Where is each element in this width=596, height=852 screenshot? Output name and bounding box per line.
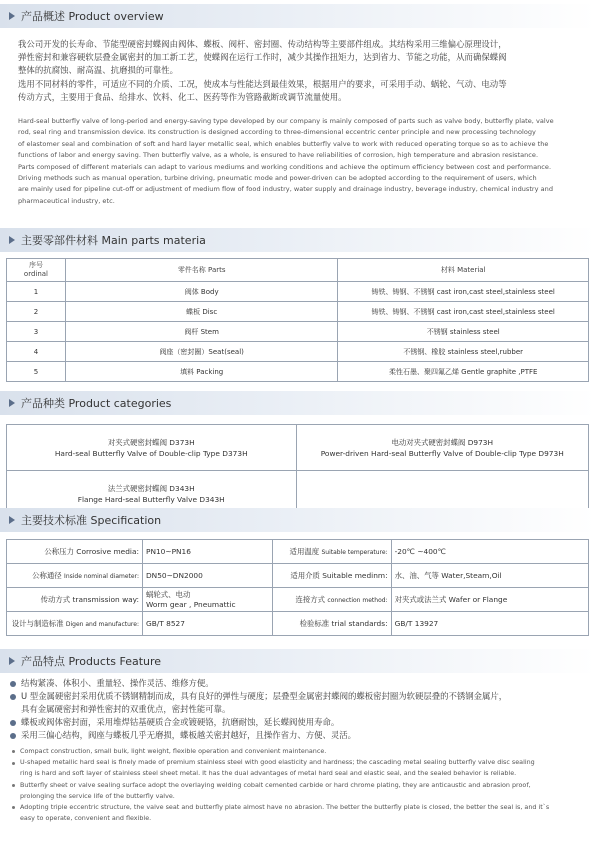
section-title: 主要技术标准 Specification bbox=[21, 514, 162, 527]
bullet-icon bbox=[10, 681, 16, 687]
features-en-list bbox=[10, 746, 590, 824]
spec-label: 适用温度 Suitable temperature: bbox=[272, 540, 391, 564]
category-cell bbox=[296, 425, 589, 471]
parts-table bbox=[6, 258, 589, 382]
bullet-icon bbox=[12, 762, 15, 765]
header-material: 材料 Material bbox=[338, 259, 589, 282]
cell-part: 蝶板 Disc bbox=[65, 302, 337, 322]
cell-material: 铸铁、铸钢、不锈钢 cast iron,cast steel,stainless steel bbox=[338, 282, 589, 302]
table-row bbox=[7, 564, 589, 588]
triangle-bullet-icon bbox=[9, 12, 15, 20]
section-title: 产品种类 Product categories bbox=[21, 397, 172, 410]
bullet-icon bbox=[10, 733, 16, 739]
table-row bbox=[7, 425, 589, 471]
table-row bbox=[7, 362, 589, 382]
bullet-icon bbox=[12, 750, 15, 753]
overview-en-line: pharmaceutical industry, etc. bbox=[18, 196, 115, 205]
table-row bbox=[7, 282, 589, 302]
list-item-continuation: ring is hard and soft layer of stainless steel sheet metal. It has the dual advantages of metal hard seal and elastic seal, and the sealed behavior is reliable. bbox=[20, 769, 517, 778]
categories-table bbox=[6, 424, 589, 517]
cell-part: 阀座（密封圈）Seat(seal) bbox=[65, 342, 337, 362]
spec-value: 水、油、气等 Water,Steam,Oil bbox=[391, 564, 588, 588]
spec-value: GB/T 8527 bbox=[142, 612, 272, 636]
triangle-bullet-icon bbox=[9, 516, 15, 524]
list-item: Compact construction, small bulk, light weight, flexible operation and convenient maintenance. bbox=[10, 746, 590, 757]
section-title: 产品概述 Product overview bbox=[21, 10, 164, 23]
overview-en-line: rod, seal ring and transmission device. Its construction is designed according to three-dimensional eccentric center principle and new processing technology bbox=[18, 128, 536, 137]
spec-value: GB/T 13927 bbox=[391, 612, 588, 636]
section-title: 主要零部件材料 Main parts materia bbox=[21, 234, 206, 247]
category-en: Flange Hard-seal Butterfly Valve D343H bbox=[77, 494, 225, 504]
cell-material: 柔性石墨、聚四氟乙烯 Gentle graphite ,PTFE bbox=[338, 362, 589, 382]
spec-value: PN10~PN16 bbox=[142, 540, 272, 564]
list-item-continuation: easy to operate, convenient and flexible. bbox=[20, 814, 152, 823]
triangle-bullet-icon bbox=[9, 236, 15, 244]
spec-value: -20℃ ~400℃ bbox=[391, 540, 588, 564]
list-item: Butterfly sheet or valve sealing surface adopt the overlaying welding cobalt cemented carbide or hard chrome plating, they are anticaustic and abrasion proof, bbox=[10, 780, 590, 791]
cell-ordinal: 5 bbox=[7, 362, 66, 382]
cell-ordinal: 4 bbox=[7, 342, 66, 362]
triangle-bullet-icon bbox=[9, 657, 15, 665]
overview-en-line: functions of labor and energy saving. Then butterfly valve, as a whole, is ensured to have reliabilities of corrosion, high temperature and abrasion resistance. bbox=[18, 151, 539, 160]
spec-table bbox=[6, 539, 589, 636]
cell-material: 不锈钢 stainless steel bbox=[338, 322, 589, 342]
bullet-icon bbox=[10, 720, 16, 726]
list-item: 采用三偏心结构，阀座与蝶板几乎无磨损，蝶板越关密封越好，且操作省力、方便、灵活。 bbox=[10, 729, 590, 742]
spec-label: 连接方式 connection method: bbox=[272, 588, 391, 612]
list-item-continuation: prolonging the service life of the butterfly valve. bbox=[20, 791, 175, 800]
table-header-row bbox=[7, 259, 589, 282]
features-cn-list bbox=[10, 677, 590, 742]
spec-label: 公称压力 Corrosive media: bbox=[7, 540, 143, 564]
header-ordinal: 序号 ordinal bbox=[7, 259, 66, 282]
overview-en-line: of elastomer seal and combination of soft and hard layer metallic seal, which enables butterfly valve to work with reduced operating torque so as to achieve the bbox=[18, 139, 549, 148]
section-header-parts bbox=[0, 228, 596, 252]
bullet-icon bbox=[12, 784, 15, 787]
table-row bbox=[7, 612, 589, 636]
spec-label: 传动方式 transmission way: bbox=[7, 588, 143, 612]
cell-part: 阀体 Body bbox=[65, 282, 337, 302]
cell-part: 阀杆 Stem bbox=[65, 322, 337, 342]
spec-value: 蜗轮式、电动 Worm gear , Pneumattic bbox=[142, 588, 272, 612]
overview-en bbox=[18, 116, 590, 207]
header-parts: 零件名称 Parts bbox=[65, 259, 337, 282]
table-row bbox=[7, 302, 589, 322]
section-header-features bbox=[0, 649, 596, 673]
overview-en-line: are mainly used for pipeline cut-off or adjustment of medium flow of food industry, water supply and drainage industry, beverage industry, chemical industry and bbox=[18, 185, 554, 194]
overview-cn-line: 整体的抗腐蚀、耐高温、抗磨损的可靠性。 bbox=[18, 65, 179, 76]
spec-value: DN50~DN2000 bbox=[142, 564, 272, 588]
overview-en-line: Driving methods such as manual operation, turbine driving, pneumatic mode and power-driven can be adopted according to the requirement of users, which bbox=[18, 174, 537, 183]
overview-cn-line: 传动方式，主要用于食品、给排水、饮料、化工、医药等作为管路截断或调节流量使用。 bbox=[18, 91, 347, 102]
list-item: U 型金属硬密封采用优质不锈钢精制而成，具有良好的弹性与硬度；层叠型金属密封蝶阀的蝶板密封圈为软硬层叠的不锈钢金属片， bbox=[10, 690, 590, 703]
section-header-categories bbox=[0, 391, 596, 415]
spec-value: 对夹式或法兰式 Wafer or Flange bbox=[391, 588, 588, 612]
spec-label: 设计与制造标准 Digen and manufacture: bbox=[7, 612, 143, 636]
category-cn: 对夹式硬密封蝶阀 D373H bbox=[107, 437, 195, 447]
bullet-icon bbox=[12, 806, 15, 809]
section-title: 产品特点 Products Feature bbox=[21, 655, 162, 668]
table-row bbox=[7, 342, 589, 362]
list-item: 结构紧凑、体积小、重量轻、操作灵活、维修方便。 bbox=[10, 677, 590, 690]
overview-cn-line: 弹性密封和兼容硬软层叠金属密封的加工新工艺，使蝶阀在运行工作时，减少其操作扭矩力，达到省力、节能之功能，从而确保蝶阀 bbox=[18, 52, 507, 63]
overview-en-line: Parts composed of different materials can adapt to various mediums and working conditions and achieve the optimum efficiency between cost and performance. bbox=[18, 162, 552, 171]
category-en: Hard-seal Butterfly Valve of Double-clip Type D373H bbox=[54, 448, 248, 458]
list-item: U-shaped metallic hard seal is finely made of premium stainless steel with good elasticity and hardness; the cascading metal sealing butterfly valve disc sealing bbox=[10, 757, 590, 768]
list-item-continuation: 具有金属硬密封和弹性密封的双重优点，密封性能可靠。 bbox=[21, 704, 231, 715]
category-cn: 电动对夹式硬密封蝶阀 D973H bbox=[391, 437, 494, 447]
section-header-overview bbox=[0, 4, 596, 28]
overview-cn bbox=[18, 38, 590, 104]
spec-label: 检验标准 trial standards: bbox=[272, 612, 391, 636]
cell-ordinal: 1 bbox=[7, 282, 66, 302]
overview-cn-line: 选用不同材料的零件，可适应不同的介质、工况，使成本与性能达到最佳效果，根据用户的要求，可采用手动、蜗轮、气动、电动等 bbox=[18, 78, 507, 89]
section-header-spec bbox=[0, 508, 596, 532]
triangle-bullet-icon bbox=[9, 399, 15, 407]
bullet-icon bbox=[10, 694, 16, 700]
category-cell bbox=[7, 425, 297, 471]
table-row bbox=[7, 322, 589, 342]
category-cn: 法兰式硬密封蝶阀 D343H bbox=[107, 483, 195, 493]
list-item: 蝶板或阀体密封面，采用堆焊钴基硬质合金或镀硬铬，抗磨耐蚀，延长蝶阀使用寿命。 bbox=[10, 716, 590, 729]
table-row bbox=[7, 540, 589, 564]
cell-ordinal: 2 bbox=[7, 302, 66, 322]
list-item: Adopting triple eccentric structure, the valve seat and butterfly plate almost have no abrasion. The better the butterfly plate is closed, the better the seal is, and it`s bbox=[10, 802, 590, 813]
category-en: Power-driven Hard-seal Butterfly Valve of Double-clip Type D973H bbox=[320, 448, 564, 458]
cell-part: 填料 Packing bbox=[65, 362, 337, 382]
table-row bbox=[7, 588, 589, 612]
cell-ordinal: 3 bbox=[7, 322, 66, 342]
spec-label: 适用介质 Suitable medinm: bbox=[272, 564, 391, 588]
overview-en-line: Hard-seal butterfly valve of long-period and energy-saving type developed by our company is mainly composed of parts such as valve body, butterfly plate, valve bbox=[18, 117, 554, 125]
cell-material: 铸铁、铸钢、不锈钢 cast iron,cast steel,stainless steel bbox=[338, 302, 589, 322]
overview-cn-line: 我公司开发的长寿命、节能型硬密封蝶阀由阀体、蝶板、阀杆、密封圈、传动结构等主要部件组成。其结构采用三维偏心原理设计， bbox=[18, 39, 507, 49]
spec-label: 公称通径 Inside nominal diameter: bbox=[7, 564, 143, 588]
cell-material: 不锈钢、橡胶 stainless steel,rubber bbox=[338, 342, 589, 362]
